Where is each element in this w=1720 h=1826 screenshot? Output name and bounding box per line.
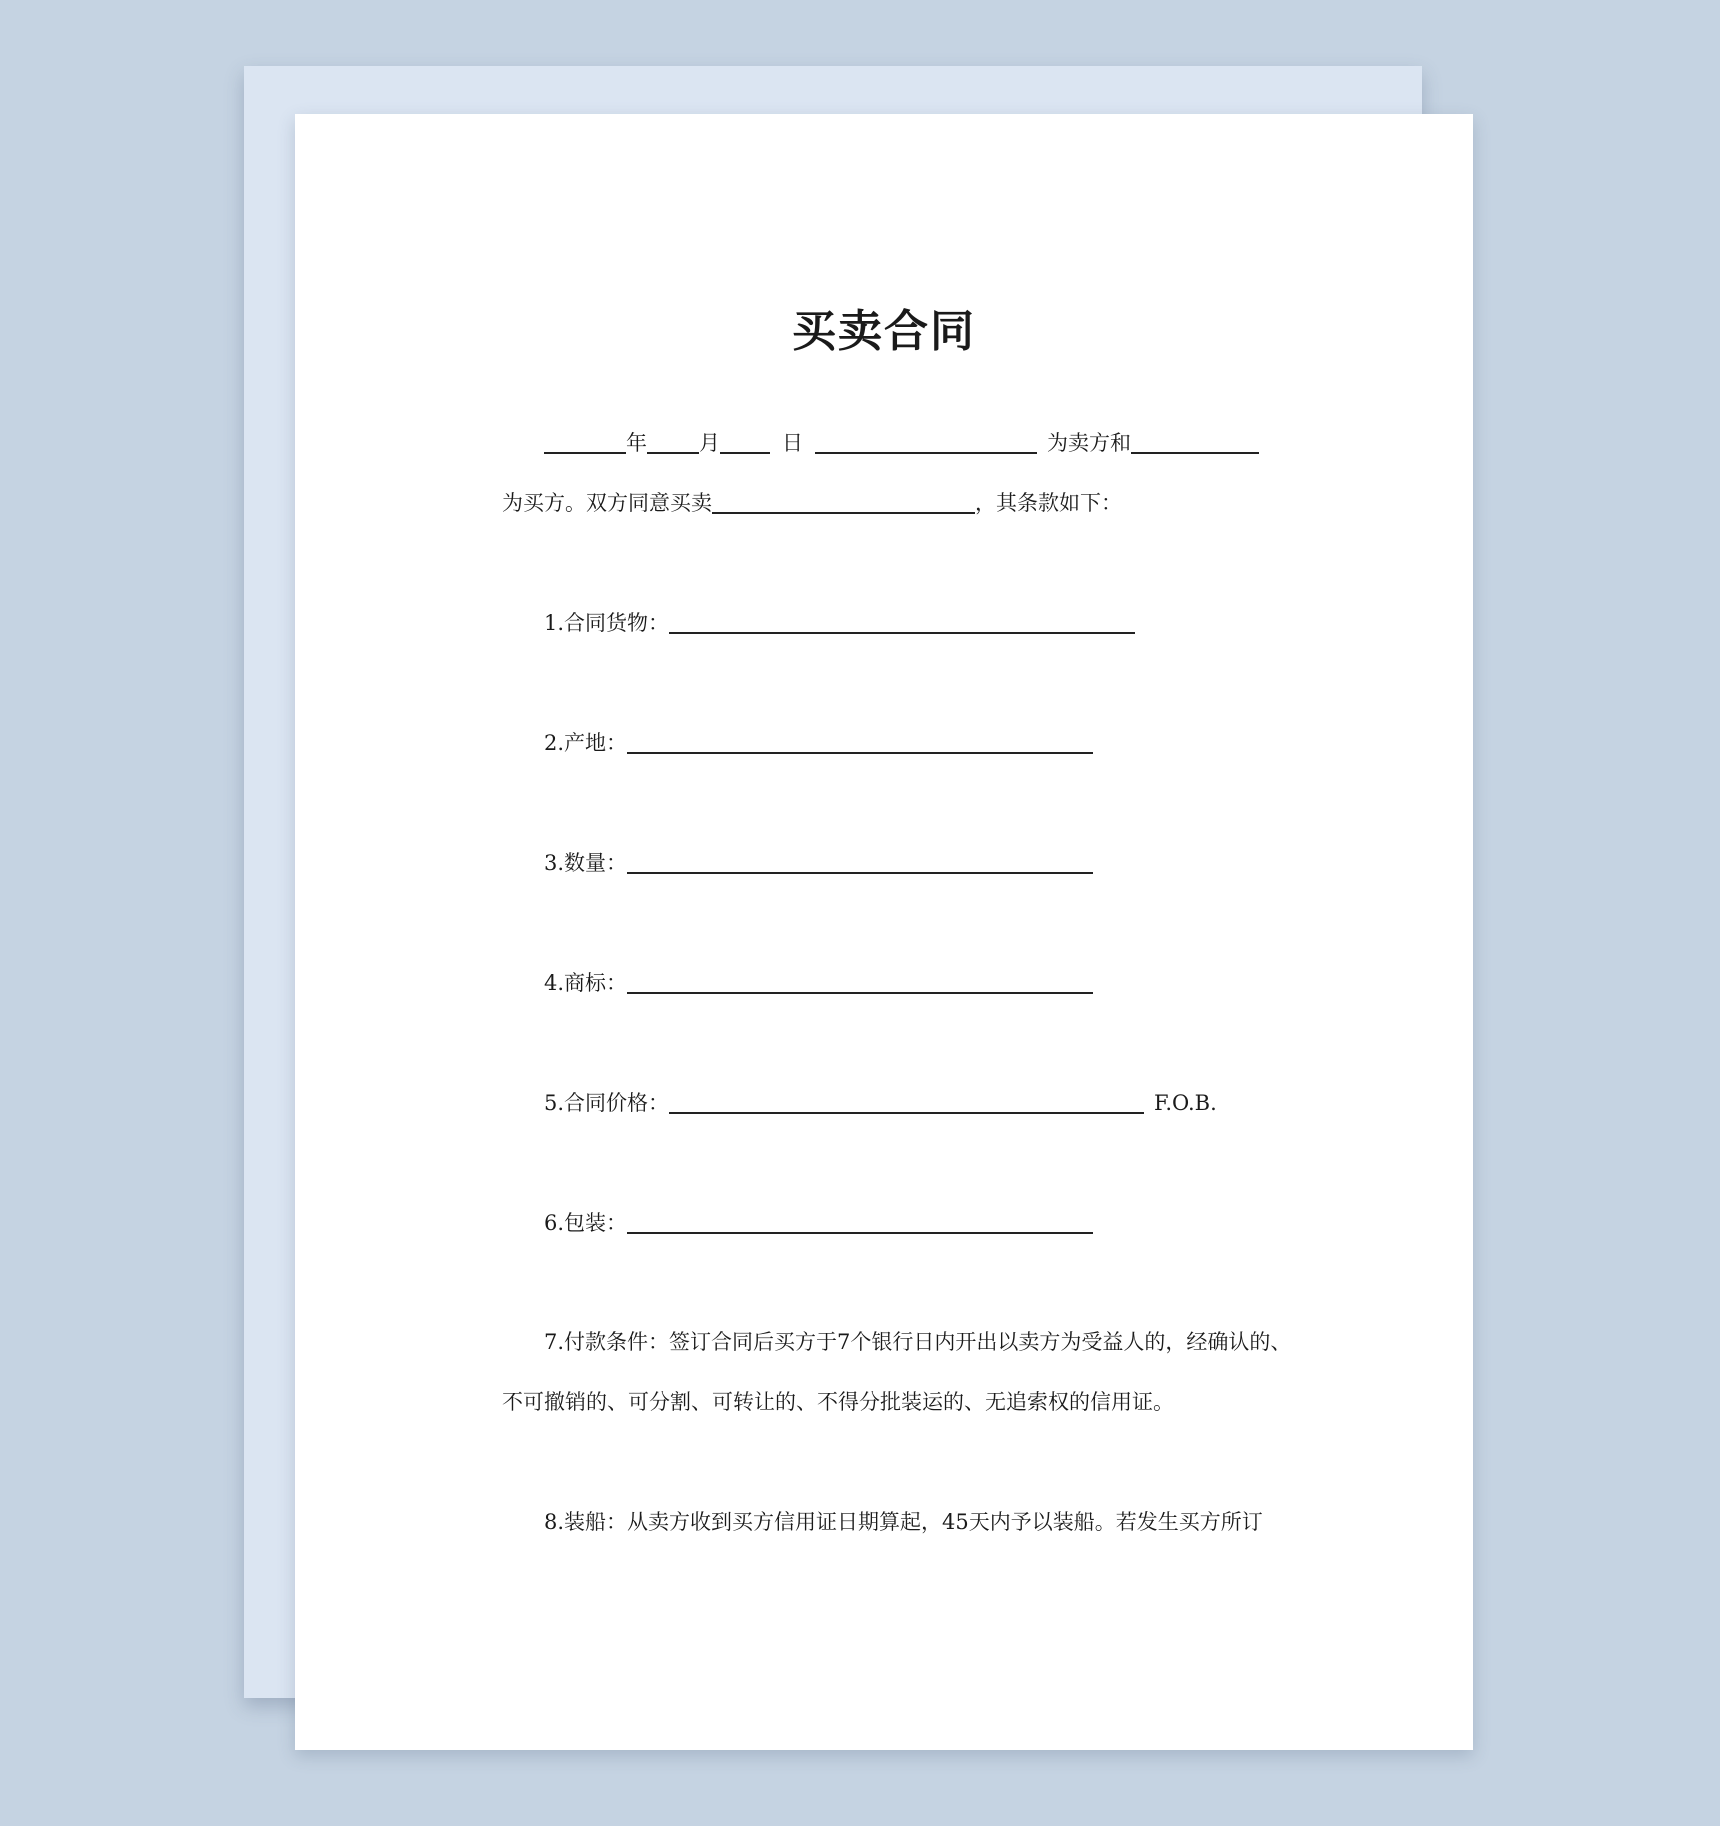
- clause-label: 商标：: [564, 971, 628, 995]
- year-label: 年: [626, 431, 647, 455]
- clause-7-line-1: 7.付款条件：签订合同后买方于7个银行日内开出以卖方为受益人的，经确认的、: [544, 1330, 1292, 1354]
- fob-suffix: F.O.B.: [1154, 1091, 1217, 1115]
- clause-3-blank[interactable]: [627, 852, 1093, 874]
- document-page: [295, 114, 1473, 1750]
- clause-label: 数量：: [564, 851, 628, 875]
- seller-label: 为卖方和: [1047, 431, 1131, 455]
- year-blank[interactable]: [544, 432, 626, 454]
- clause-number: 4.: [544, 971, 565, 995]
- day-blank[interactable]: [720, 432, 770, 454]
- clause-1-blank[interactable]: [669, 612, 1135, 634]
- clause-4-blank[interactable]: [627, 972, 1093, 994]
- terms-label: ，其条款如下：: [975, 491, 1122, 515]
- buyer-label: 为买方。双方同意买卖: [502, 491, 712, 515]
- buyer-blank[interactable]: [1131, 432, 1259, 454]
- clause-label: 合同货物：: [564, 611, 670, 635]
- intro-line-1: [544, 432, 1259, 454]
- clause-label: 包装：: [564, 1211, 628, 1235]
- clause-number: 5.: [544, 1091, 565, 1115]
- month-label: 月: [699, 431, 720, 455]
- document-title: 买卖合同: [792, 306, 976, 357]
- clause-2: [544, 732, 1093, 754]
- clause-label: 合同价格：: [564, 1091, 670, 1115]
- seller-blank[interactable]: [815, 432, 1037, 454]
- clause-5-blank[interactable]: [669, 1092, 1144, 1114]
- clause-6-blank[interactable]: [627, 1212, 1093, 1234]
- day-label: 日: [782, 431, 803, 455]
- clause-7-line-2: 不可撤销的、可分割、可转让的、不得分批装运的、无追索权的信用证。: [502, 1390, 1174, 1414]
- month-blank[interactable]: [647, 432, 699, 454]
- clause-3: [544, 852, 1093, 874]
- goods-blank[interactable]: [712, 492, 975, 514]
- intro-line-2: [502, 492, 1122, 514]
- clause-number: 1.: [544, 611, 565, 635]
- clause-8-line-1: 8.装船：从卖方收到买方信用证日期算起，45天内予以装船。若发生买方所订: [544, 1510, 1263, 1534]
- clause-5: [544, 1092, 1217, 1114]
- clause-number: 6.: [544, 1211, 565, 1235]
- clause-2-blank[interactable]: [627, 732, 1093, 754]
- clause-4: [544, 972, 1093, 994]
- clause-1: [544, 612, 1135, 634]
- clause-number: 2.: [544, 731, 565, 755]
- clause-number: 3.: [544, 851, 565, 875]
- clause-label: 产地：: [564, 731, 628, 755]
- clause-6: [544, 1212, 1093, 1234]
